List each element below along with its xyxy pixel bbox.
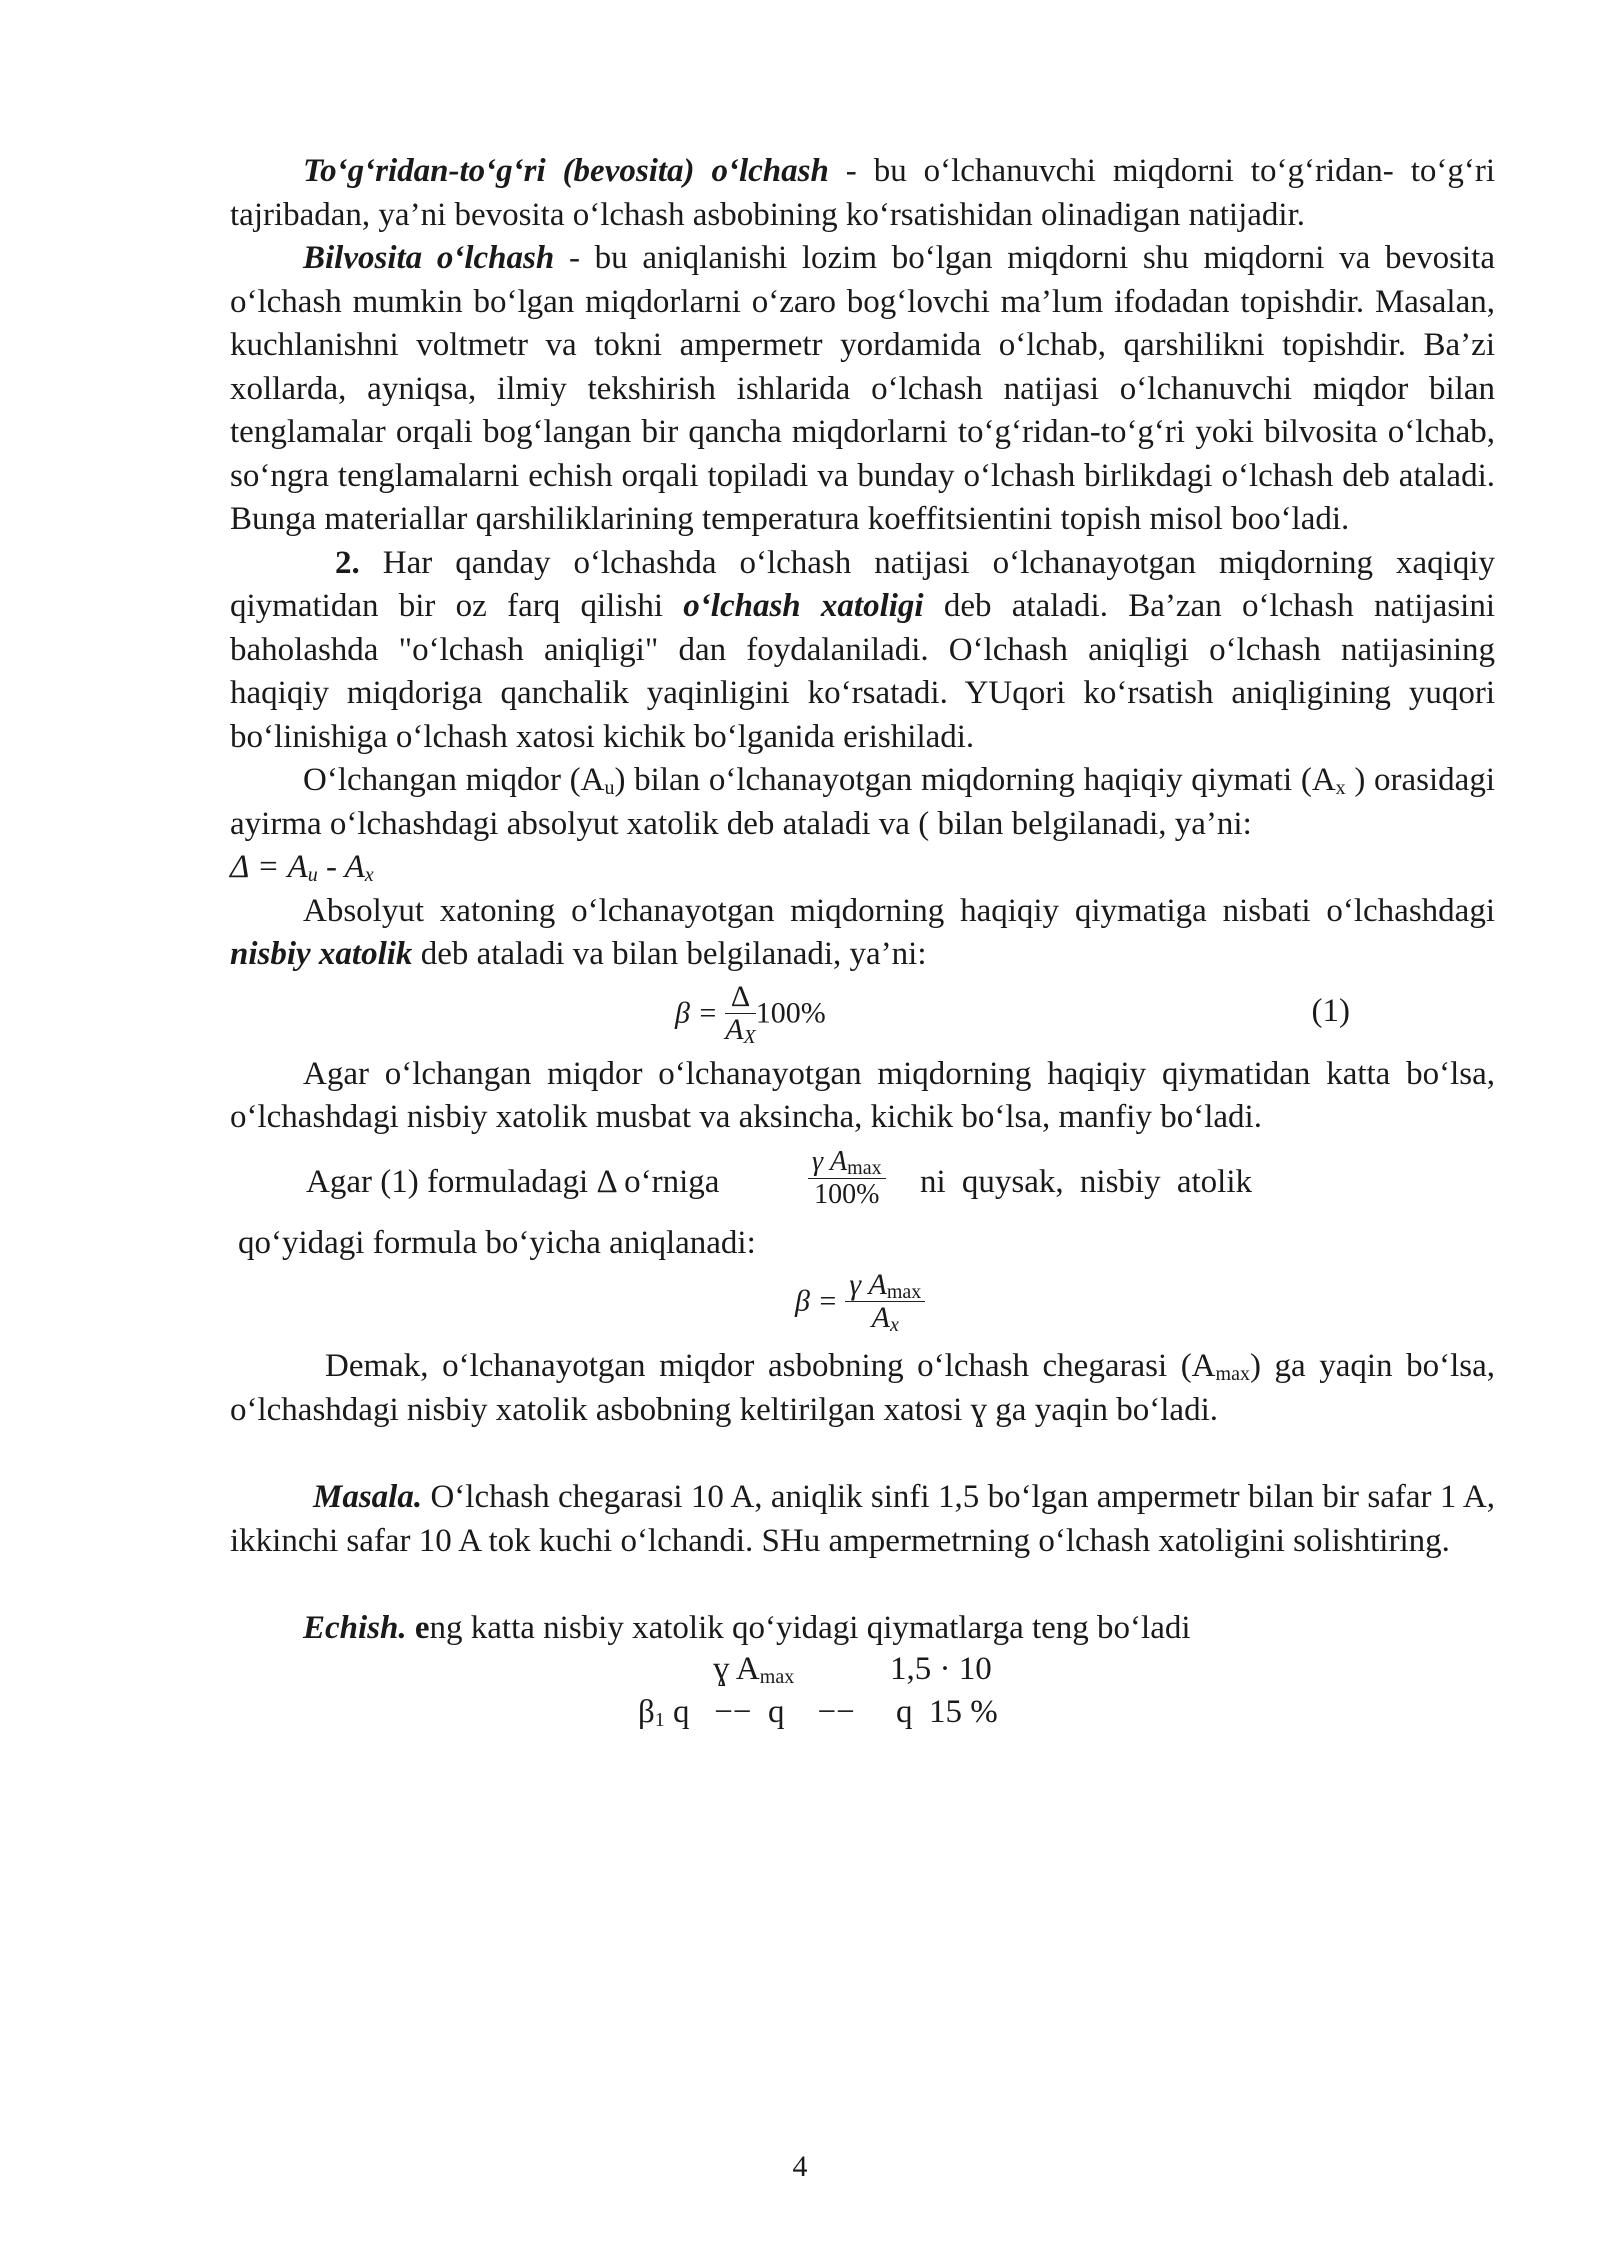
paragraph-substitution	[230, 1140, 1495, 1222]
percent-term: 100%	[755, 996, 826, 1029]
subscript: x	[364, 864, 374, 886]
paragraph-text: Agar (1) formuladagi Δ o‘rniga	[306, 1163, 720, 1200]
subscript: X	[743, 1025, 756, 1048]
equation-absolute-error	[230, 846, 1495, 890]
fraction-gamma-amax	[808, 1146, 886, 1211]
beta-lhs: β =	[795, 1284, 838, 1318]
equation-1	[230, 977, 1495, 1053]
equation-text: q −− q −− q 15 %	[673, 1693, 998, 1730]
section-number: 2.	[335, 544, 360, 581]
fraction-denominator	[725, 1014, 756, 1046]
fraction	[845, 1269, 925, 1334]
term-measurement-error: o‘lchash xatoligi	[683, 588, 924, 624]
subscript: 1	[654, 1708, 665, 1731]
equation-text: ɣ A	[713, 1650, 760, 1687]
denominator-text: A	[871, 1301, 890, 1334]
paragraph-text: Har qanday o‘lchashda o‘lchash natijasi o‘lchanayotgan miqdorning xaqiqiy qiymatidan bir oz farq qilishi	[230, 544, 1495, 624]
fraction-denominator: 100%	[814, 1178, 880, 1210]
numerator-text: γ A	[812, 1145, 848, 1177]
term-problem: Masala.	[313, 1479, 423, 1515]
paragraph-measurement-error	[230, 542, 1495, 760]
equation-2	[230, 1265, 1495, 1345]
fraction-numerator	[845, 1269, 925, 1302]
paragraph-text: O‘lchangan miqdor (A	[303, 762, 605, 798]
term-direct-measurement: To‘g‘ridan-to‘g‘ri (bevosita) o‘lchash	[303, 153, 829, 189]
bold-letter: e	[414, 1610, 430, 1646]
equation-3	[230, 1651, 1495, 1741]
document-page	[230, 150, 1495, 1741]
eq3-top-right: 1,5 · 10	[890, 1650, 992, 1687]
paragraph-text: O‘lchash chegarasi 10 A, aniqlik sinfi 1,5 bo‘lgan ampermetr bilan bir safar 1 A, ikkinchi safar 10 A tok kuchi o‘lchandi. SHu ampermetrning o‘lchash xatoligini solishtiring.	[230, 1479, 1495, 1559]
paragraph-text: Absolyut xatoning o‘lchanayotgan miqdorning haqiqiy qiymatiga nisbati o‘lchashdagi	[303, 892, 1495, 929]
denominator-text: A	[725, 1012, 744, 1046]
paragraph-absolute-error	[230, 759, 1495, 846]
equation-1-body	[675, 981, 826, 1046]
paragraph-text: ng katta nisbiy xatolik qo‘yidagi qiymatlarga teng bo‘ladi	[429, 1610, 1191, 1646]
page-number: 4	[792, 2150, 808, 2183]
paragraph-solution	[230, 1607, 1495, 1651]
paragraph-sign-of-error: Agar o‘lchangan miqdor o‘lchanayotgan miqdorning haqiqiy qiymatidan katta bo‘lsa, o‘lchashdagi nisbiy xatolik musbat va aksincha, kichik bo‘lsa, manfiy bo‘ladi.	[230, 1055, 1495, 1135]
spacer	[230, 1432, 1495, 1476]
fraction-numerator	[808, 1146, 886, 1179]
subscript: max	[886, 1281, 922, 1303]
paragraph-text: deb ataladi. Ba’zan o‘lchash natijasini baholashda "o‘lchash aniqligi" dan foydalaniladi. O‘lchash aniqligi o‘lchash natijasining haqiqiy miqdoriga qanchalik yaqinligini ko‘rsatadi. YUqori ko‘rsatish aniqligining yuqori bo‘linishiga o‘lchash xatosi kichik bo‘lganida erishiladi.	[230, 588, 1496, 755]
paragraph-text: ) ga yaqin bo‘lsa, o‘lchashdagi nisbiy xatolik asbobning keltirilgan xatosi ɣ ga yaqin bo‘ladi.	[230, 1348, 1495, 1428]
paragraph-text: Demak, o‘lchanayotgan miqdor asbobning o‘lchash chegarasi (A	[325, 1348, 1216, 1384]
paragraph-conclusion	[230, 1345, 1495, 1432]
equation-2-body	[795, 1269, 925, 1334]
paragraph-text: deb ataladi va bilan belgilanadi, ya’ni:	[412, 936, 927, 972]
beta-symbol: β	[638, 1693, 655, 1730]
subscript: u	[604, 777, 615, 799]
beta-lhs: β =	[675, 996, 718, 1029]
subscript: x	[889, 1314, 899, 1336]
eq3-top-left	[713, 1651, 794, 1688]
equation-number: (1)	[1311, 992, 1350, 1029]
term-solution: Echish.	[303, 1610, 407, 1646]
spacer	[230, 1563, 1495, 1607]
term-indirect-measurement: Bilvosita o‘lchash	[303, 240, 555, 276]
subscript: max	[1215, 1363, 1250, 1385]
paragraph-text: qo‘yidagi formula bo‘yicha aniqlanadi:	[238, 1224, 756, 1261]
fraction-denominator	[845, 1302, 925, 1334]
paragraph-text: - bu o‘lchanuvchi miqdorni to‘g‘ridan- to‘g‘ri tajribadan, ya’ni bevosita o‘lchash asbobining ko‘rsatishidan olinadigan natijadir.	[230, 153, 1495, 233]
subscript: u	[307, 864, 318, 886]
term-relative-error: nisbiy xatolik	[230, 936, 413, 972]
delta-symbol: Δ	[230, 849, 249, 885]
paragraph-text: ni quysak, nisbiy atolik	[920, 1163, 1252, 1200]
paragraph-direct-measurement	[230, 150, 1495, 237]
paragraph-relative-error	[230, 890, 1495, 977]
subscript: x	[1335, 777, 1346, 799]
fraction-numerator: Δ	[725, 981, 756, 1014]
subscript: max	[759, 1665, 795, 1688]
paragraph-text: ) orasidagi ayirma o‘lchashdagi absolyut xatolik deb ataladi va ( bilan belgilanadi, ya’ni:	[230, 762, 1495, 842]
paragraph-text: - bu aniqlanishi lozim bo‘lgan miqdorni shu miqdorni va bevosita o‘lchash mumkin bo‘lgan miqdorlarni o‘zaro bog‘lovchi ma’lum ifodadan topishdir. Masalan, kuchlanishni voltmetr va tokni ampermetr yordamida o‘lchab, qarshilikni topishdir. Ba’zi xollarda, ayniqsa, ilmiy tekshirish ishlarida o‘lchash natijasi o‘lchanuvchi miqdor bilan tenglamalar orqali bog‘langan bir qancha miqdorlarni to‘g‘ridan-to‘g‘ri yoki bilvosita o‘lchab, so‘ngra tenglamalarni echish orqali topiladi va bunday o‘lchash birlikdagi o‘lchash deb ataladi. Bunga materiallar qarshiliklarining temperatura koeffitsientini topish misol boo‘ladi.	[230, 240, 1495, 537]
equation-text: = A	[248, 849, 308, 885]
subscript: max	[847, 1156, 882, 1179]
paragraph-indirect-measurement	[230, 237, 1495, 542]
equation-text: - A	[317, 849, 365, 885]
numerator-text: γ A	[849, 1268, 887, 1301]
eq3-line	[638, 1694, 998, 1731]
paragraph-problem	[230, 1476, 1495, 1563]
paragraph-text: ) bilan o‘lchanayotgan miqdorning haqiqiy qiymati (A	[614, 762, 1336, 798]
fraction	[725, 981, 756, 1046]
